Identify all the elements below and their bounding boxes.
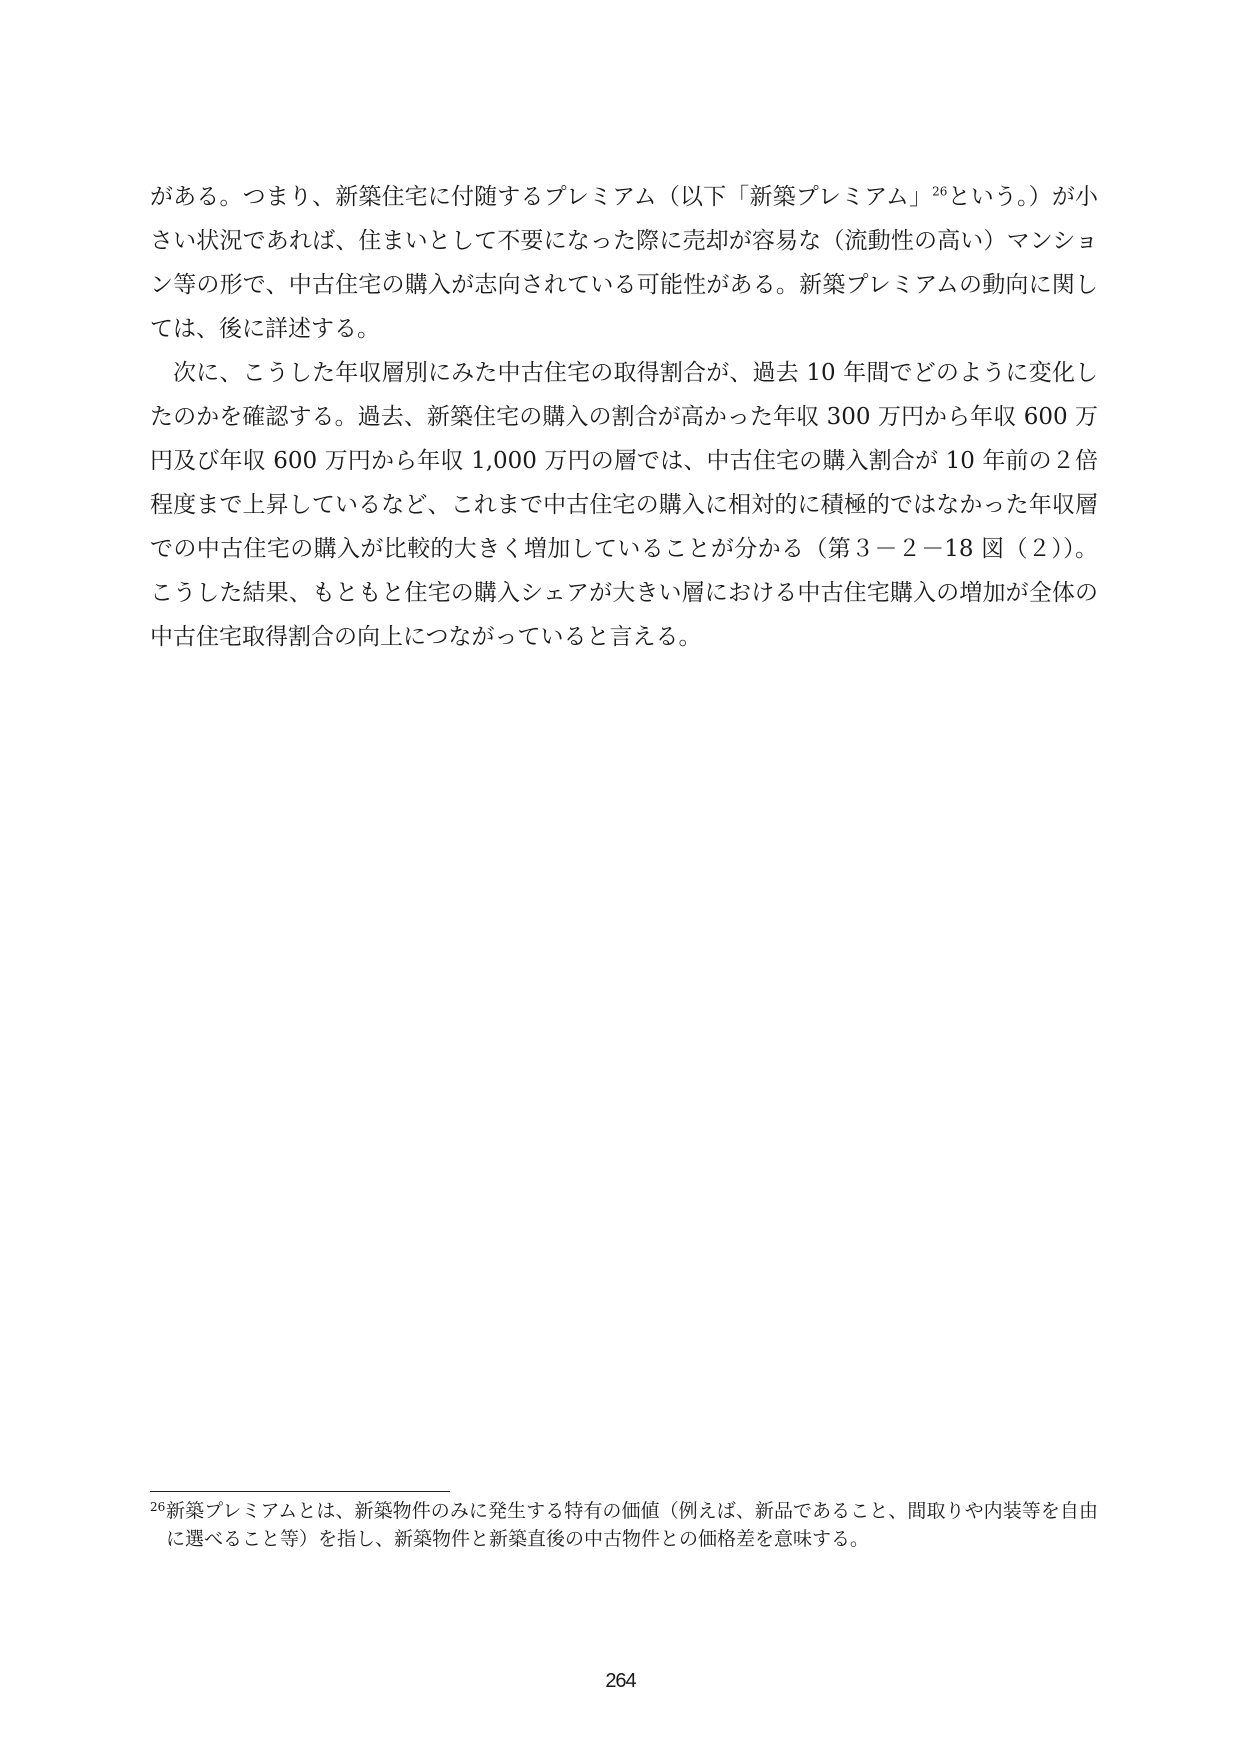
footnote-number: 26 [150,1500,166,1514]
page-number: 264 [605,1670,636,1692]
main-text [150,175,1098,659]
paragraph-2: 次に、こうした年収層別にみた中古住宅の取得割合が、過去 10 年間でどのように変化したのかを確認する。過去、新築住宅の購入の割合が高かった年収 300 万円から年収 600 万円及び年収 600 万円から年収 1,000 万円の層では、中古住宅の購入割合が 10 年前の２倍程度まで上昇しているなど、これまで中古住宅の購入に相対的に積極的ではなかった年収層での中古住宅の購入が比較的大きく増加していることが分かる（第３－２－18 図（２））。こうした結果、もともと住宅の購入シェアが大きい層における中古住宅購入の増加が全体の中古住宅取得割合の向上につながっていると言える。 [150,360,1098,650]
paragraph-1-start: がある。つまり、新築住宅に付随するプレミアム（以下「新築プレミアム」 [150,184,933,210]
footnote [150,1497,1098,1553]
paragraph-1 [150,175,1098,351]
footnote-divider [150,1491,450,1492]
footnote-reference[interactable]: 26 [932,184,948,199]
footnote-text: 新築プレミアムとは、新築物件のみに発生する特有の価値（例えば、新品であること、間取りや内装等を自由に選べること等）を指し、新築物件と新築直後の中古物件との価格差を意味する。 [166,1500,1098,1550]
paragraph-1-end: という。）が小さい状況であれば、住まいとして不要になった際に売却が容易な（流動性の高い）マンション等の形で、中古住宅の購入が志向されている可能性がある。新築プレミアムの動向に関しては、後に詳述する。 [150,184,1098,342]
